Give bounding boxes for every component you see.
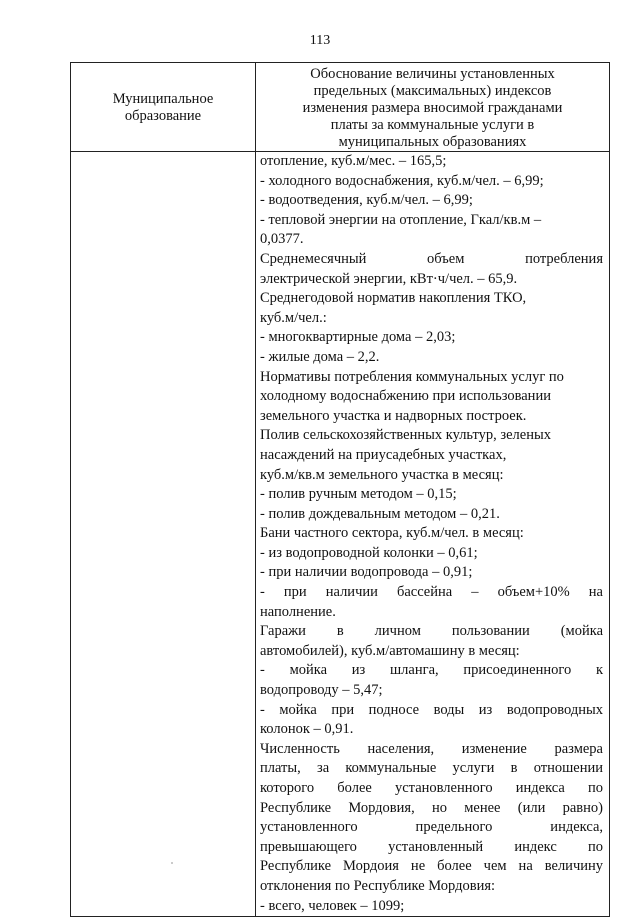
text-line: - полив дождевальным методом – 0,21. <box>260 505 500 522</box>
text-line: водопроводу – 5,47; <box>260 682 383 699</box>
text-line: куб.м/кв.м земельного участка в месяц: <box>260 466 504 483</box>
text-line: - жилые дома – 2,2. <box>260 348 380 365</box>
text-line: колонок – 0,91. <box>260 721 354 738</box>
text-line: которого более установленного индекса по <box>260 780 603 796</box>
text-line: - мойка из шланга, присоединенного к <box>260 662 603 679</box>
text-line: - при наличии бассейна – объем+10% на <box>260 584 603 601</box>
text-line: холодному водоснабжению при использовании <box>260 388 551 405</box>
header-col1-line: образование <box>124 108 202 124</box>
text-line: - всего, человек – 1099; <box>260 897 405 914</box>
text-line: отклонения по Республике Мордовия: <box>260 877 496 894</box>
header-col2-line: предельных (максимальных) индексов <box>313 83 552 99</box>
text-line: установленного предельного индекса, <box>260 819 603 836</box>
indices-table <box>70 62 610 917</box>
header-justification <box>256 63 610 152</box>
header-col2-line: Обоснование величины установленных <box>310 66 555 82</box>
text-line: Республике Мордоия не более чем на величину <box>260 858 603 875</box>
text-line: Среднегодовой норматив накопления ТКО, <box>260 290 527 307</box>
text-line: земельного участка и надворных построек. <box>260 407 527 424</box>
text-line: превышающего установленный индекс по <box>260 838 603 855</box>
text-line: Нормативы потребления коммунальных услуг по <box>260 368 564 385</box>
text-line: - полив ручным методом – 0,15; <box>260 486 457 503</box>
text-line: наполнение. <box>260 603 336 620</box>
table-body-row <box>71 152 610 917</box>
header-municipality <box>71 63 256 152</box>
municipality-cell <box>71 152 256 917</box>
text-line: Полив сельскохозяйственных культур, зеленых <box>260 427 551 444</box>
header-col2-line: муниципальных образованиях <box>338 134 527 150</box>
text-line: куб.м/чел.: <box>260 309 327 326</box>
page-number: 113 <box>309 33 331 48</box>
text-line: автомобилей), куб.м/автомашину в месяц: <box>260 642 520 659</box>
text-line: отопление, куб.м/мес. – 165,5; <box>260 153 447 169</box>
text-line: - холодного водоснабжения, куб.м/чел. – 6,99; <box>260 172 544 189</box>
justification-text <box>260 152 603 916</box>
text-line: Численность населения, изменение размера <box>260 740 603 757</box>
text-line: Республике Мордовия, но менее (или равно) <box>260 799 603 816</box>
text-line: - водоотведения, куб.м/чел. – 6,99; <box>260 192 473 209</box>
text-line: - при наличии водопровода – 0,91; <box>260 564 473 581</box>
text-line: - тепловой энергии на отопление, Гкал/кв.м – <box>260 211 542 228</box>
header-col2-line: платы за коммунальные услуги в <box>330 117 535 133</box>
text-line: 0,0377. <box>260 231 304 248</box>
text-line: Гаражи в личном пользовании (мойка <box>260 623 603 640</box>
text-line: Среднемесячный объем потребления <box>260 250 603 267</box>
header-col1-line: Муниципальное <box>112 91 214 107</box>
text-line: - из водопроводной колонки – 0,61; <box>260 544 478 561</box>
text-line: - многоквартирные дома – 2,03; <box>260 329 456 346</box>
text-line: насаждений на приусадебных участках, <box>260 446 507 463</box>
text-line: - мойка при подносе воды из водопроводных <box>260 701 603 718</box>
justification-cell <box>256 152 610 917</box>
text-line: платы, за коммунальные услуги в отношении <box>260 760 603 777</box>
scan-speck <box>171 862 173 864</box>
header-col2-line: изменения размера вносимой гражданами <box>302 100 563 116</box>
table-header-row <box>71 63 610 152</box>
text-line: электрической энергии, кВт·ч/чел. – 65,9. <box>260 270 518 287</box>
text-line: Бани частного сектора, куб.м/чел. в месяц: <box>260 525 524 542</box>
